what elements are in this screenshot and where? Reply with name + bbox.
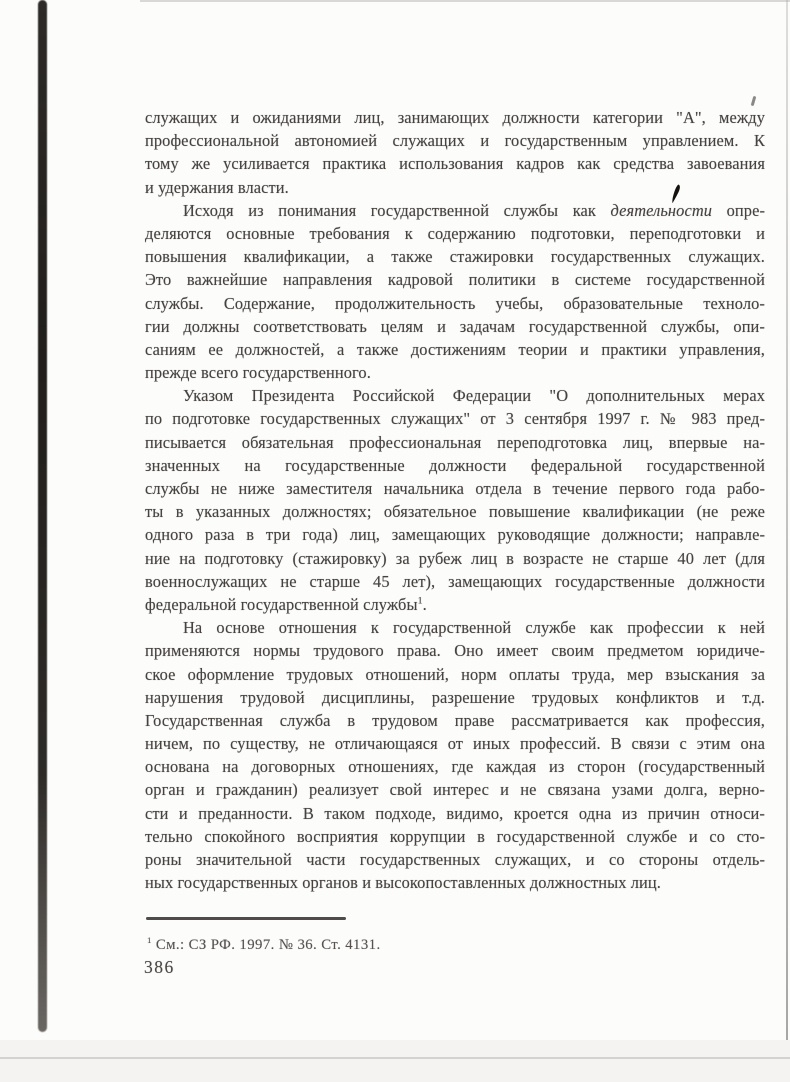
text-line: служащих и ожиданиями лиц, занимающих должности категории "А", между [145,108,765,127]
page-number: 386 [144,957,175,977]
text-line: ных государственных органов и высокопоставленных должностных лиц. [145,873,661,893]
scan-right-edge [786,0,788,1062]
text-line: гии должны соответствовать целям и задачам государственной службы, опи- [145,316,765,336]
text-line: значенных на государственные должности федеральной государственной [145,455,765,475]
scan-bottom-band [0,1040,790,1082]
stray-ink-mark-icon [751,96,757,106]
text-line: нарушения трудовой дисциплины, разрешение трудовых конфликтов и т.д. [145,687,765,707]
footnote-marker: 1 [147,935,152,946]
text-line: роны значительной части государственных служащих, и со стороны отдель- [145,850,765,869]
text-line: ское оформление трудовых отношений, норм оплаты труда, мер взыскания за [145,664,765,684]
text-line: сти и преданности. В таком подходе, видимо, кроется одна из причин относи- [145,803,765,823]
text-line: профессиональной автономией служащих и государственным управлением. К [145,131,765,151]
text-line: Это важнейшие направления кадровой политики в системе государственной [145,270,765,290]
footnote-text: См.: СЗ РФ. 1997. № 36. Ст. 4131. [155,937,381,953]
text-line: Исходя из понимания государственной службы как деятельности опре- [183,200,766,220]
text-line: службы не ниже заместителя начальника отдела в течение первого года рабо- [145,479,765,498]
text-line: ничем, по существу, не отличающаяся от иных профессий. В связи с этим она [145,734,765,754]
footnote-rule [146,917,346,920]
text-line: военнослужащих не старше 45 лет), замещающих государственные должности [145,571,765,591]
text-line: писывается обязательная профессиональная переподготовка лиц, впервые на- [145,432,765,452]
text-line: и удержания власти. [145,177,289,197]
text-line: Государственная служба в трудовом праве рассматривается как профессия, [145,710,765,730]
text-line: саниям ее должностей, а также достижениям теории и практики управления, [145,339,765,359]
text-line: федеральной государственной службы$^1$. [145,594,427,614]
footnote [147,937,381,954]
text-line: службы. Содержание, продолжительность учебы, образовательные техноло- [145,293,765,313]
text-line: На основе отношения к государственной службе как профессии к ней [183,618,765,638]
scan-bottom-edge [0,1057,790,1059]
text-line: ты в указанных должностях; обязательное повышение квалификации (не реже [145,502,765,522]
scan-top-edge [140,0,790,2]
text-line: деляются основные требования к содержанию подготовки, переподготовки и [145,223,765,243]
text-line: прежде всего государственного. [145,363,371,383]
text-line: тому же усиливается практика использования кадров как средства завоевания [145,154,765,174]
text-line: Указом Президента Российской Федерации "О дополнительных мерах [183,386,765,406]
text-line: по подготовке государственных служащих" от 3 сентября 1997 г. № 983 пред- [145,409,765,429]
text-line: применяются нормы трудового права. Оно имеет своим предметом юридиче- [145,641,765,661]
text-line: ние на подготовку (стажировку) за рубеж лиц в возрасте не старше 40 лет (для [145,548,765,568]
text-line: основана на договорных отношениях, где каждая из сторон (государственный [145,757,765,777]
text-line: орган и гражданин) реализует свой интерес и не связана узами долга, верно- [145,780,765,800]
text-line: повышения квалификации, а также стажировки государственных служащих. [145,247,765,267]
text-line: тельно спокойного восприятия коррупции в государственной службе и со сто- [145,826,765,846]
text-line: одного раза в три года) лиц, замещающих руководящие должности; направле- [145,525,765,545]
scan-gutter-bar [38,0,47,1032]
body-text [145,106,765,894]
